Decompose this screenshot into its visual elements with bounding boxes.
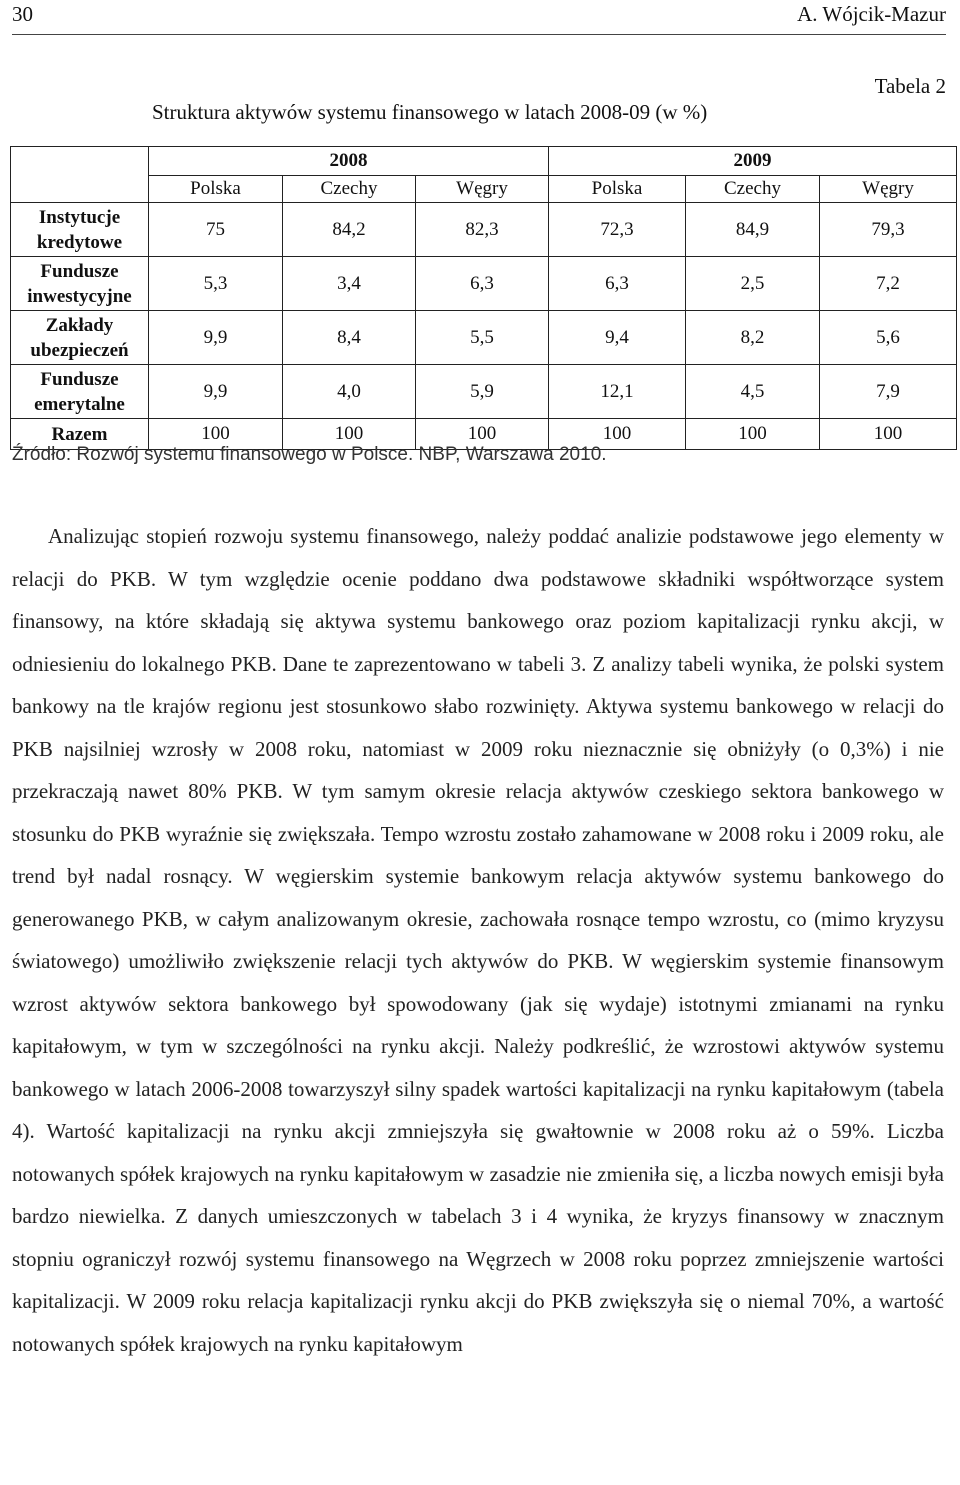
running-author: A. Wójcik-Mazur (797, 2, 946, 26)
table-row (11, 365, 957, 419)
country-header: Czechy (686, 176, 820, 203)
header-rule (12, 34, 946, 35)
corner-cell (11, 147, 149, 203)
table-cell: 75 (149, 203, 283, 257)
row-label: Razem (11, 419, 149, 450)
table-cell: 9,9 (149, 365, 283, 419)
table-cell: 9,9 (149, 311, 283, 365)
table-cell: 6,3 (416, 257, 549, 311)
table-cell: 100 (416, 419, 549, 450)
row-label: Zakłady ubezpieczeń (11, 311, 149, 365)
table-cell: 100 (549, 419, 686, 450)
table-cell: 2,5 (686, 257, 820, 311)
table-cell: 7,2 (820, 257, 957, 311)
table-cell: 100 (149, 419, 283, 450)
table-cell: 84,2 (283, 203, 416, 257)
table-cell: 6,3 (549, 257, 686, 311)
table-row (11, 203, 957, 257)
table-cell: 4,0 (283, 365, 416, 419)
row-label: Instytucje kredytowe (11, 203, 149, 257)
table-cell: 7,9 (820, 365, 957, 419)
table-cell: 82,3 (416, 203, 549, 257)
asset-structure-table (10, 146, 957, 450)
year-header-2008: 2008 (149, 147, 549, 176)
table-cell: 5,5 (416, 311, 549, 365)
table-cell: 9,4 (549, 311, 686, 365)
table-row (11, 257, 957, 311)
table-cell: 5,9 (416, 365, 549, 419)
country-header-row (11, 176, 957, 203)
country-header: Czechy (283, 176, 416, 203)
table-cell: 8,2 (686, 311, 820, 365)
table-source-note: Źródło: Rozwój systemu finansowego w Polsce. NBP, Warszawa 2010. (12, 444, 607, 465)
country-header: Polska (549, 176, 686, 203)
row-label: Fundusze emerytalne (11, 365, 149, 419)
year-header-row (11, 147, 957, 176)
running-header (12, 0, 946, 30)
table-cell: 72,3 (549, 203, 686, 257)
table-cell: 5,3 (149, 257, 283, 311)
table-cell: 4,5 (686, 365, 820, 419)
table-label: Tabela 2 (874, 74, 946, 98)
page-number: 30 (12, 2, 33, 26)
row-label: Fundusze inwestycyjne (11, 257, 149, 311)
table-cell: 79,3 (820, 203, 957, 257)
table-cell: 100 (283, 419, 416, 450)
table-title: Struktura aktywów systemu finansowego w latach 2008-09 (w %) (152, 100, 708, 124)
country-header: Węgry (416, 176, 549, 203)
table-cell: 100 (686, 419, 820, 450)
table-cell: 100 (820, 419, 957, 450)
body-paragraph: Analizując stopień rozwoju systemu finansowego, należy poddać analizie podstawowe jego elementy w relacji do PKB. W tym względzie ocenie poddano dwa podstawowe składniki współtworzące system finansowy, na które składają się aktywa systemu bankowego oraz poziom kapitalizacji rynku akcji, w odniesieniu do lokalnego PKB. Dane te zaprezentowano w tabeli 3. Z analizy tabeli wynika, że polski system bankowy na tle krajów regionu jest stosunkowo słabo rozwinięty. Aktywa systemu bankowego w relacji do PKB najsilniej wzrosły w 2008 roku, natomiast w 2009 roku nieznacznie się obniżyły (o 0,3%) i nie przekraczają nawet 80% PKB. W tym samym okresie relacja aktywów czeskiego sektora bankowego w stosunku do PKB wyraźnie się zwiększała. Tempo wzrostu zostało zahamowane w 2008 roku i 2009 roku, ale trend był nadal rosnący. W węgierskim systemie bankowym relacja aktywów systemu bankowego do generowanego PKB, w całym analizowanym okresie, zachowała rosnące tempo wzrostu, co (mimo kryzysu światowego) umożliwiło zwiększenie relacji tych aktywów do PKB. W węgierskim systemie finansowym wzrost aktywów sektora bankowego był spowodowany (jak się wydaje) istotnymi zmianami na rynku kapitałowym, w tym w szczególności na rynku akcji. Należy podkreślić, że wzrostowi aktywów systemu bankowego w latach 2006-2008 towarzyszył silny spadek wartości kapitalizacji na rynku kapitałowym (tabela 4). Wartość kapitalizacji na rynku akcji zmniejszyła się gwałtownie w 2008 roku aż o 59%. Liczba notowanych spółek krajowych na rynku kapitałowym w zasadzie nie zmieniła się, a liczba nowych emisji była bardzo niewielka. Z danych umieszczonych w tabelach 3 i 4 wynika, że kryzys finansowy w znacznym stopniu ograniczył rozwój systemu finansowego na Węgrzech w 2008 roku poprzez zmniejszenie wartości kapitalizacji. W 2009 roku relacja kapitalizacji rynku akcji do PKB zwiększyła się o niemal 70%, a wartość notowanych spółek krajowych na rynku kapitałowym (12, 524, 944, 1356)
table-cell: 84,9 (686, 203, 820, 257)
country-header: Węgry (820, 176, 957, 203)
year-header-2009: 2009 (549, 147, 957, 176)
table-cell: 5,6 (820, 311, 957, 365)
table-cell: 12,1 (549, 365, 686, 419)
table-cell: 3,4 (283, 257, 416, 311)
country-header: Polska (149, 176, 283, 203)
table-row (11, 311, 957, 365)
table-cell: 8,4 (283, 311, 416, 365)
